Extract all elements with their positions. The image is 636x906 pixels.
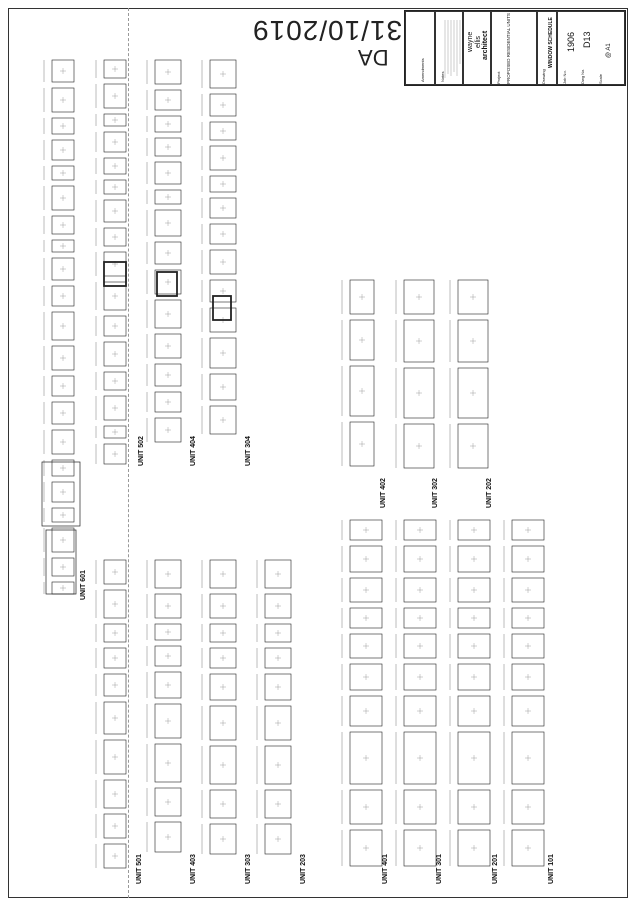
firm-name-1: wayne [467, 31, 474, 52]
stamp-date: 31/10/2019 [252, 15, 403, 46]
unit-label-402: UNIT 402 [380, 478, 387, 508]
unit-label-404: UNIT 404 [190, 436, 197, 466]
project-name: PROPOSED RESIDENTIAL UNITS [506, 13, 511, 84]
dwg-no-label: Dwg No. [580, 68, 585, 84]
unit-label-201: UNIT 201 [492, 854, 499, 884]
firm-name-3: architect [482, 30, 489, 60]
drawing-label: Drawing [541, 69, 546, 84]
window-elevation [157, 272, 177, 296]
unit-label-502: UNIT 502 [138, 436, 145, 466]
window-elevation [42, 462, 80, 526]
unit-label-501: UNIT 501 [136, 854, 143, 884]
unit-label-301: UNIT 301 [436, 854, 443, 884]
unit-label-403: UNIT 403 [190, 854, 197, 884]
window-elevation [46, 530, 76, 594]
firm-name-2: ellis [475, 35, 482, 48]
unit-label-401: UNIT 401 [382, 854, 389, 884]
unit-label-203: UNIT 203 [300, 854, 307, 884]
dwg-no: D13 [582, 31, 592, 48]
stamp-status: DA [358, 45, 389, 70]
unit-label-101: UNIT 101 [548, 854, 555, 884]
unit-label-302: UNIT 302 [432, 478, 439, 508]
job-no-label: Job No. [562, 70, 567, 84]
drawing-title: WINDOW SCHEDULE [548, 17, 554, 68]
scale-label: Scale [598, 73, 603, 84]
unit-label-304: UNIT 304 [245, 436, 252, 466]
notes-label: Notes [440, 71, 445, 82]
unit-label-601: UNIT 601 [80, 570, 87, 600]
job-no: 1906 [566, 31, 576, 52]
amendments-label: Amendments [420, 58, 425, 82]
scale-value: @ A1 [606, 43, 612, 58]
project-label: Project [496, 71, 501, 84]
unit-label-202: UNIT 202 [486, 478, 493, 508]
unit-label-303: UNIT 303 [245, 854, 252, 884]
